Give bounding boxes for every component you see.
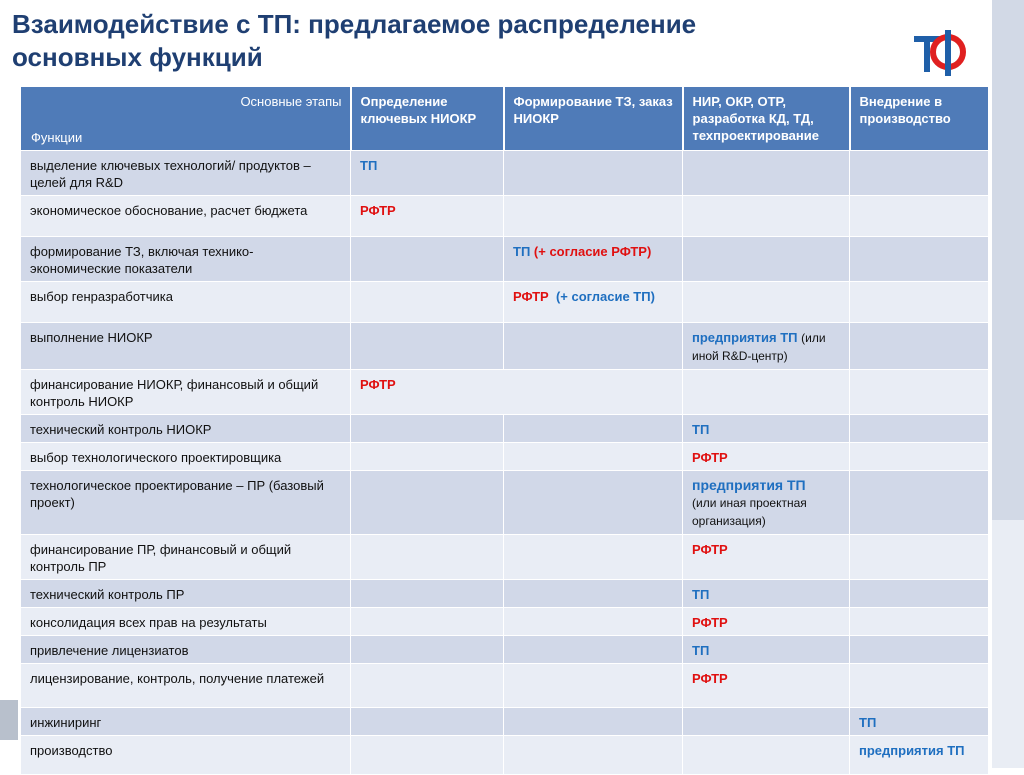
- stage4-cell: [850, 370, 989, 415]
- rftr-marker: РФТР: [692, 450, 728, 465]
- stage3-cell: [683, 580, 850, 608]
- stage1-cell: [351, 708, 504, 736]
- table-row: [21, 580, 989, 608]
- function-cell: финансирование НИОКР, финансовый и общий контроль НИОКР: [21, 370, 351, 415]
- tp-marker: ТП: [692, 643, 710, 658]
- tp-marker: ТП: [692, 587, 710, 602]
- table-row: [21, 370, 989, 415]
- stage1-cell: [351, 323, 504, 370]
- function-cell: производство: [21, 736, 351, 775]
- stage4-cell: [850, 443, 989, 471]
- tp-marker: ТП: [692, 422, 710, 437]
- table-row: [21, 708, 989, 736]
- table-row: [21, 443, 989, 471]
- table-row: [21, 608, 989, 636]
- stage1-cell: [351, 636, 504, 664]
- stage2-cell: [504, 708, 683, 736]
- tp-enterprises-marker: предприятия ТП: [692, 330, 798, 345]
- tp-marker: ТП: [859, 715, 877, 730]
- stage2-cell: [504, 664, 683, 708]
- stage4-cell: [850, 664, 989, 708]
- function-cell: формирование ТЗ, включая технико-экономические показатели: [21, 237, 351, 282]
- right-accent-bar-upper: [992, 0, 1024, 520]
- stage1-cell: [351, 151, 504, 196]
- title-line-2: основных функций: [12, 42, 263, 72]
- stage1-cell: [351, 282, 504, 323]
- function-cell: экономическое обоснование, расчет бюджета: [21, 196, 351, 237]
- stage2-cell: [504, 636, 683, 664]
- tf-logo-icon: [912, 26, 972, 80]
- function-cell: технологическое проектирование – ПР (базовый проект): [21, 471, 351, 535]
- rftr-marker: РФТР: [360, 203, 396, 218]
- stage1-cell: [351, 736, 504, 775]
- stage4-cell: [850, 151, 989, 196]
- stage2-cell: [504, 415, 683, 443]
- function-cell: лицензирование, контроль, получение платежей: [21, 664, 351, 708]
- function-cell: выбор технологического проектировщика: [21, 443, 351, 471]
- stage4-cell: [850, 282, 989, 323]
- design-org-note: (или иная проектная организация): [692, 496, 807, 528]
- table-row: [21, 736, 989, 775]
- stage2-cell: [504, 282, 683, 323]
- tp-enterprises-marker: предприятия ТП: [859, 743, 965, 758]
- stage1-cell: [351, 471, 504, 535]
- stage2-cell: [504, 323, 683, 370]
- stage1-cell: [351, 237, 504, 282]
- rd-center-note: (или иной R&D-центр): [692, 331, 826, 363]
- stage3-cell: [683, 636, 850, 664]
- table-row: [21, 196, 989, 237]
- stage3-cell: [683, 535, 850, 580]
- rftr-marker: РФТР: [692, 671, 728, 686]
- stage3-cell: [683, 443, 850, 471]
- stage4-cell: [850, 323, 989, 370]
- table-row: [21, 151, 989, 196]
- stage2-cell: [504, 608, 683, 636]
- function-cell: технический контроль ПР: [21, 580, 351, 608]
- header-functions-label: Функции: [31, 130, 83, 145]
- stage4-cell: [850, 708, 989, 736]
- function-cell: выбор генразработчика: [21, 282, 351, 323]
- stage1-cell: [351, 535, 504, 580]
- stage3-cell: [683, 708, 850, 736]
- stage4-cell: [850, 196, 989, 237]
- stage1-cell: [351, 196, 504, 237]
- stage1-cell: [351, 608, 504, 636]
- stage3-cell: [683, 736, 850, 775]
- stage2-cell: [504, 471, 683, 535]
- function-cell: выполнение НИОКР: [21, 323, 351, 370]
- functions-table: [20, 86, 990, 775]
- header-corner: [21, 87, 351, 151]
- table-row: [21, 323, 989, 370]
- title-line-1: Взаимодействие с ТП: предлагаемое распределение: [12, 9, 697, 39]
- stage4-cell: [850, 415, 989, 443]
- rftr-marker: РФТР: [692, 542, 728, 557]
- stage3-cell: [683, 323, 850, 370]
- stage1-cell: [351, 443, 504, 471]
- tp-marker: ТП: [513, 244, 531, 259]
- stage3-cell: [683, 370, 850, 415]
- stage1-cell: [351, 415, 504, 443]
- stage4-cell: [850, 471, 989, 535]
- rftr-marker: РФТР: [692, 615, 728, 630]
- stage4-cell: [850, 535, 989, 580]
- stage4-cell: [850, 636, 989, 664]
- stage1-2-cell: [351, 370, 683, 415]
- stage3-cell: [683, 196, 850, 237]
- function-cell: финансирование ПР, финансовый и общий контроль ПР: [21, 535, 351, 580]
- stage3-cell: [683, 237, 850, 282]
- table-row: [21, 415, 989, 443]
- table-row: [21, 471, 989, 535]
- stage3-cell: [683, 415, 850, 443]
- stage3-cell: [683, 608, 850, 636]
- header-col-4: Внедрение в производство: [850, 87, 989, 151]
- header-stages-label: Основные этапы: [240, 94, 342, 109]
- stage4-cell: [850, 237, 989, 282]
- table-row: [21, 664, 989, 708]
- header-col-3: НИР, ОКР, ОТР, разработка КД, ТД, техпроектирование: [683, 87, 850, 151]
- function-cell: технический контроль НИОКР: [21, 415, 351, 443]
- tp-consent-note: (+ согласие ТП): [555, 289, 655, 304]
- stage1-cell: [351, 580, 504, 608]
- table-row: [21, 237, 989, 282]
- table-row: [21, 282, 989, 323]
- rftr-marker: РФТР: [360, 377, 396, 392]
- function-cell: консолидация всех прав на результаты: [21, 608, 351, 636]
- table-header-row: [21, 87, 989, 151]
- table-row: [21, 636, 989, 664]
- function-cell: привлечение лицензиатов: [21, 636, 351, 664]
- header-col-1: Определение ключевых НИОКР: [351, 87, 504, 151]
- function-cell: инжиниринг: [21, 708, 351, 736]
- stage3-cell: [683, 471, 850, 535]
- stage2-cell: [504, 443, 683, 471]
- stage2-cell: [504, 151, 683, 196]
- stage2-cell: [504, 196, 683, 237]
- stage4-cell: [850, 608, 989, 636]
- left-accent-bar: [0, 700, 18, 740]
- page-title: [12, 8, 892, 74]
- header-col-2: Формирование ТЗ, заказ НИОКР: [504, 87, 683, 151]
- tp-marker: ТП: [360, 158, 378, 173]
- stage3-cell: [683, 664, 850, 708]
- function-cell: выделение ключевых технологий/ продуктов – целей для R&D: [21, 151, 351, 196]
- stage3-cell: [683, 151, 850, 196]
- stage3-cell: [683, 282, 850, 323]
- stage4-cell: [850, 736, 989, 775]
- rftr-marker: РФТР: [513, 289, 549, 304]
- stage2-cell: [504, 736, 683, 775]
- stage2-cell: [504, 237, 683, 282]
- rftr-consent-note: (+ согласие РФТР): [533, 244, 652, 259]
- table-row: [21, 535, 989, 580]
- stage4-cell: [850, 580, 989, 608]
- stage2-cell: [504, 580, 683, 608]
- stage1-cell: [351, 664, 504, 708]
- stage2-cell: [504, 535, 683, 580]
- tp-enterprises-marker: предприятия ТП: [692, 477, 806, 493]
